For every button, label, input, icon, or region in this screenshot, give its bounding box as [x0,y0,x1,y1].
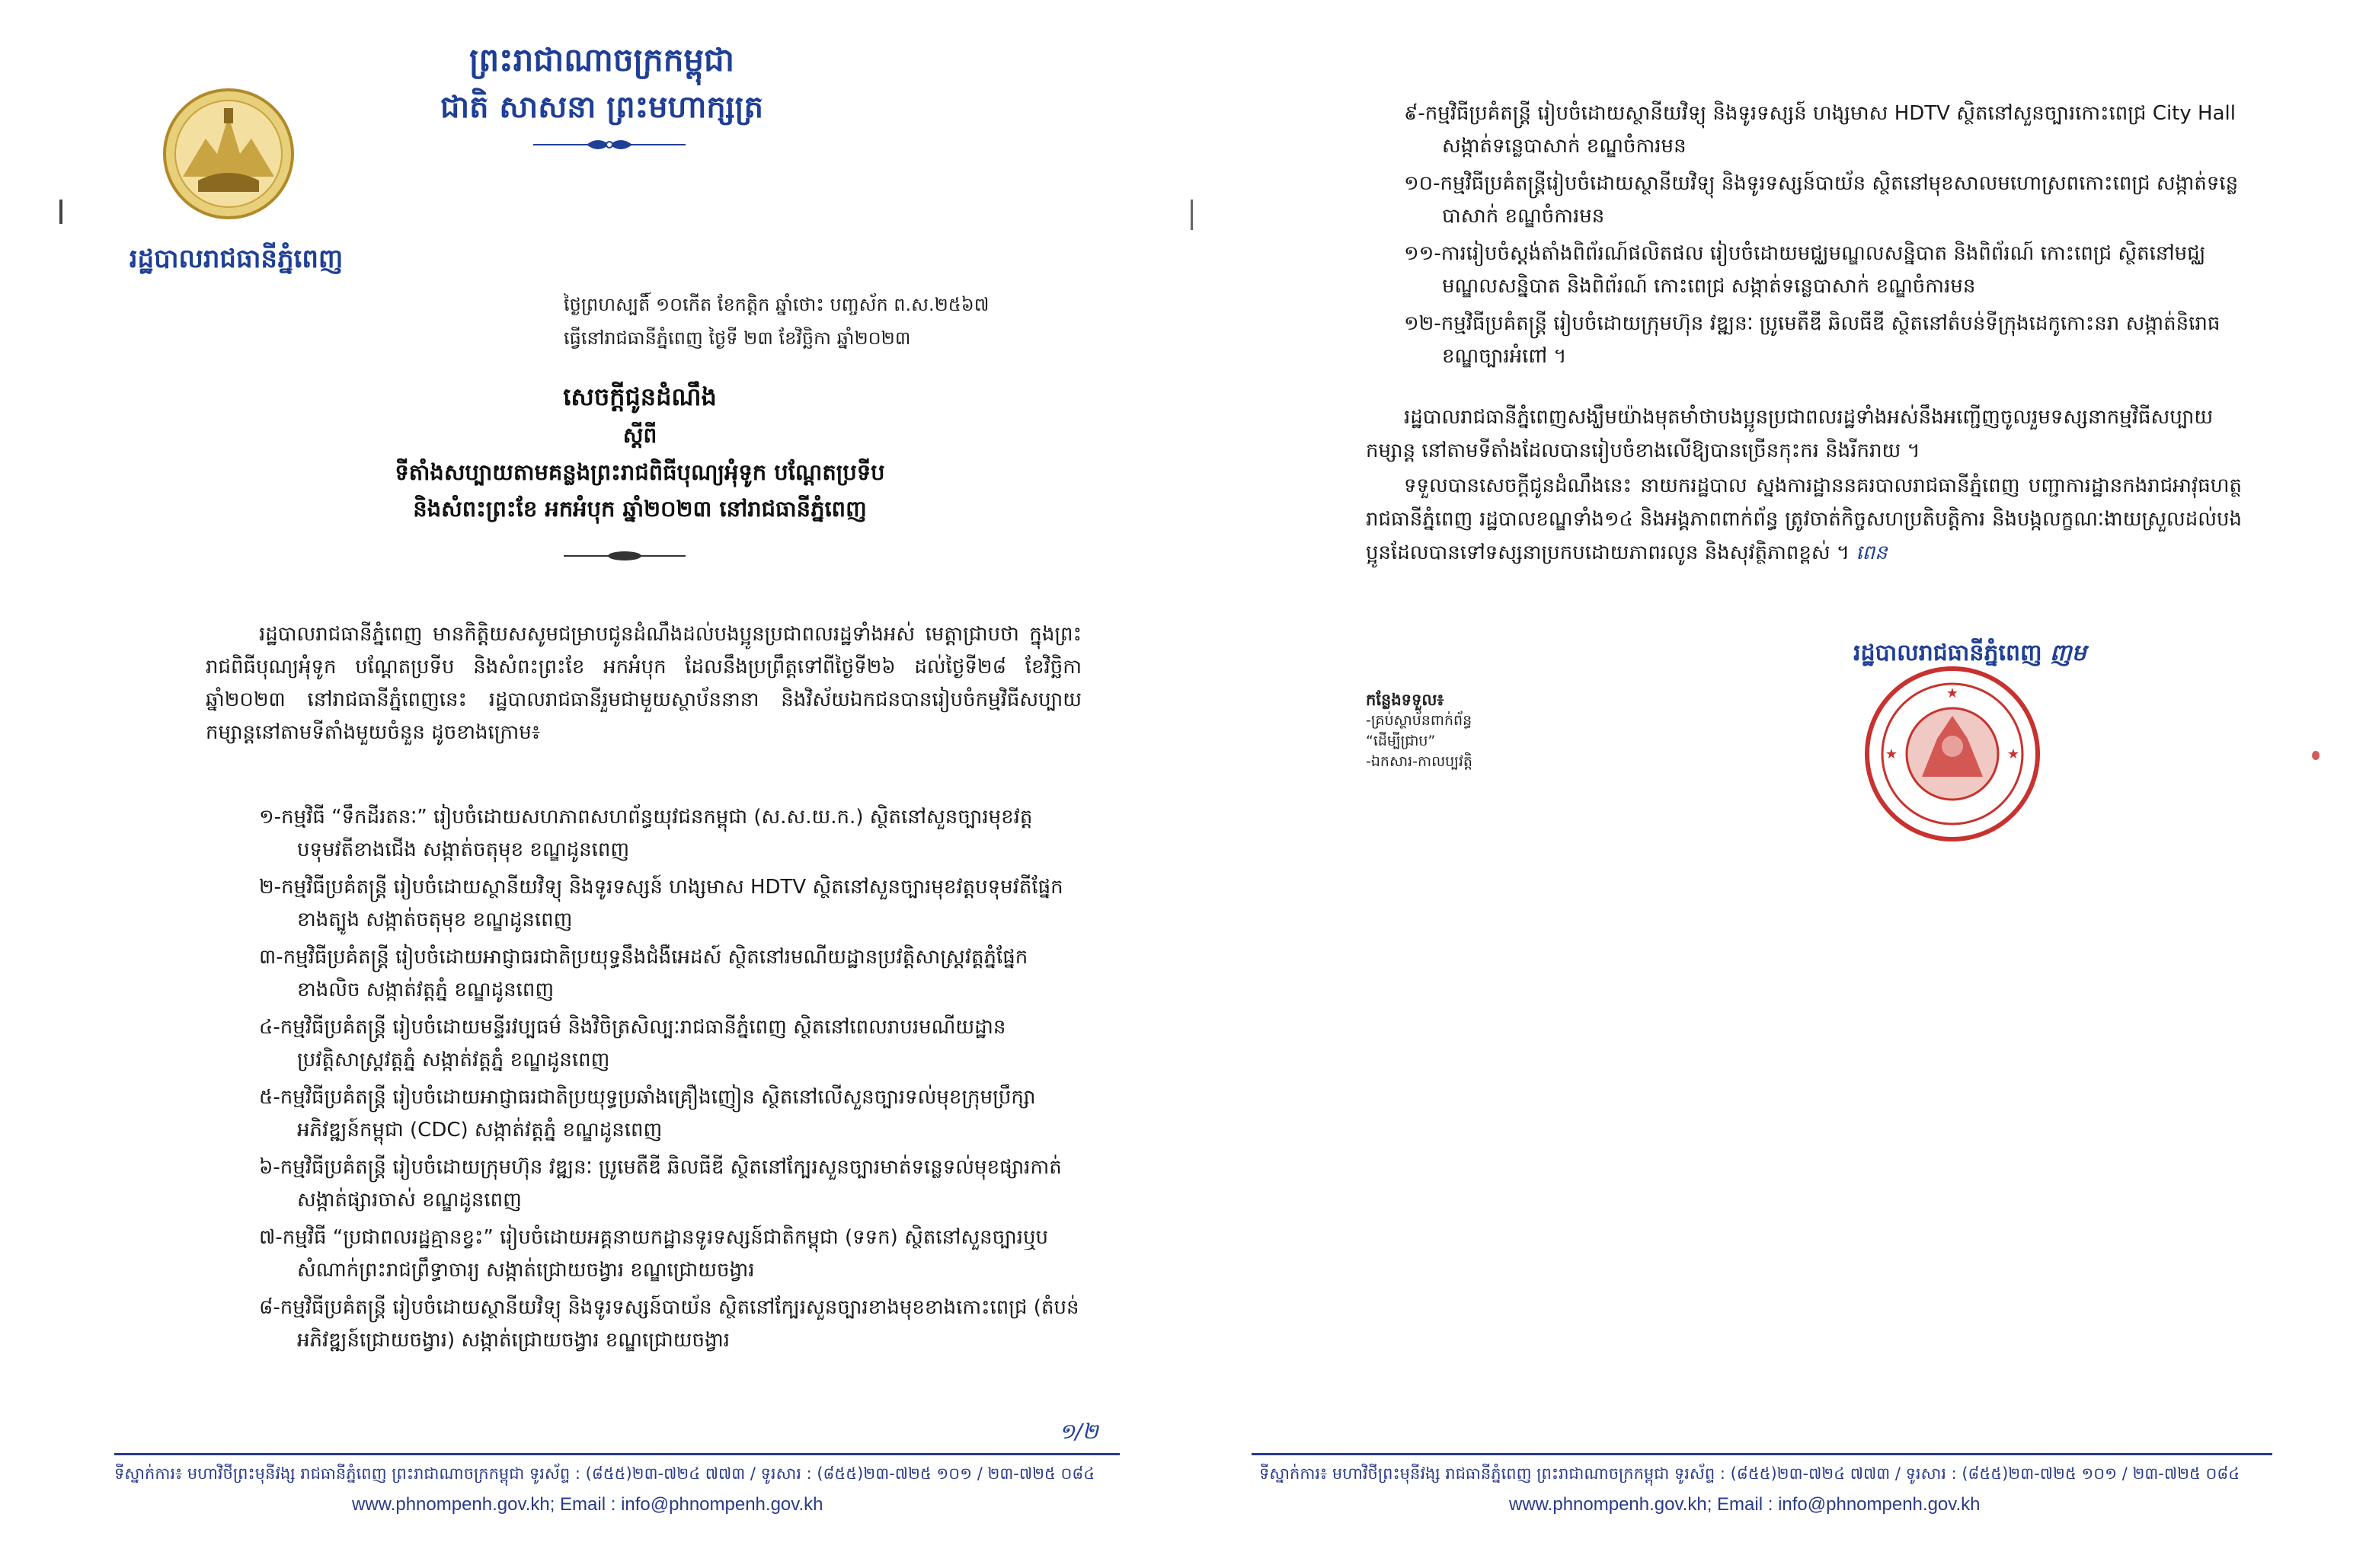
issuing-authority: រដ្ឋបាលរាជធានីភ្នំពេញ [129,244,344,274]
title-ornament-icon [564,548,686,564]
list-item: ១១-ការរៀបចំស្តង់តាំងពិព័រណ៍ផលិតផល រៀបចំដោយមជ្ឈមណ្ឌលសន្និបាត និងពិព័រណ៍ កោះពេជ្រ ស្ថិតនៅមជ្ឈមណ្ឌលសន្និបាត និងពិព័រណ៍ កោះពេជ្រ សង្កាត់ទន្លេបាសាក់ ខណ្ឌចំការមន [1404,242,2206,298]
page-2 [1183,0,2366,1568]
list-item: ៨-កម្មវិធីប្រគំតន្ត្រី រៀបចំដោយស្ថានីយវិទ្យុ និងទូរទស្សន៍បាយ័ន ស្ថិតនៅក្បែរសួនច្បារខាងមុខខាងកោះពេជ្រ (តំបន់អភិវឌ្ឍន៍ជ្រោយចង្វារ) សង្កាត់ជ្រោយចង្វារ ខណ្ឌជ្រោយចង្វារ [259,1296,1079,1352]
ink-mark [2312,751,2320,760]
kingdom-motto: ជាតិ សាសនា ព្រះមហាក្សត្រ [440,89,763,125]
list-item: ១០-កម្មវិធីប្រគំតន្ត្រីរៀបចំដោយស្ថានីយវិទ្យុ និងទូរទស្សន៍បាយ័ន ស្ថិតនៅមុខសាលមហោស្រពកោះពេជ្រ សង្កាត់ទន្លេបាសាក់ ខណ្ឌចំការមន [1404,172,2239,228]
footer-website[interactable]: www.phnompenh.gov.kh; Email : info@phnompenh.gov.kh [1509,1494,1981,1515]
footer-address: ទីស្នាក់ការ៖ មហាវិថីព្រះមុនីវង្ស រាជធានីភ្នំពេញ ព្រះរាជាណាចក្រកម្ពុជា ទូរស័ព្ទ : (៨៥៥)២៣-៧២៤ ៧៧៣ / ទូរសារ : (៨៥៥)២៣-៧២៥ ១០១ / ២៣-៧២៥ ០៨៤ [1259,1464,2240,1483]
signature-mark: ញម [2050,640,2086,666]
closing-paragraph-1: រដ្ឋបាលរាជធានីភ្នំពេញសង្ឃឹមយ៉ាងមុតមាំថាបងប្អូនប្រជាពលរដ្ឋទាំងអស់នឹងអញ្ជើញចូលរួមទស្សនាកម្មវិធីសប្បាយកម្សាន្ត នៅតាមទីតាំងដែលបានរៀបចំខាងលើឱ្យបានច្រើនកុះករ និងរីករាយ ។ [1366,406,2214,462]
list-item: ៧-កម្មវិធី “ប្រជាពលរដ្ឋគ្មានខ្វះ” រៀបចំដោយអគ្គនាយកដ្ឋានទូរទស្សន៍ជាតិកម្ពុជា (ទទក) ស្ថិតនៅសួនច្បារឬបសំណាក់ព្រះរាជព្រឹទ្ធាចារ្យ សង្កាត់ជ្រោយចង្វារ ខណ្ឌជ្រោយចង្វារ [259,1226,1048,1282]
recipients-block [1366,690,1610,772]
closing-section [1366,401,2242,571]
list-item: ៩-កម្មវិធីប្រគំតន្ត្រី រៀបចំដោយស្ថានីយវិទ្យុ និងទូរទស្សន៍ ហង្សមាស HDTV ស្ថិតនៅសួនច្បារកោះពេជ្រ City Hall សង្កាត់ទន្លេបាសាក់ ខណ្ឌចំការមន [1404,102,2236,158]
closing-paragraph-2 [1366,469,2242,570]
recipient-line: -គ្រប់ស្ថាប័នពាក់ព័ន្ធ [1366,712,1472,729]
list-item: ៣-កម្មវិធីប្រគំតន្ត្រី រៀបចំដោយអាជ្ញាធរជាតិប្រយុទ្ធនឹងជំងឺអេដស៍ ស្ថិតនៅរមណីយដ្ឋានប្រវត្តិសាស្ត្រវត្តភ្នំផ្នែកខាងលិច សង្កាត់វត្តភ្នំ ខណ្ឌដូនពេញ [259,946,1028,1001]
signature-title: រដ្ឋបាលរាជធានីភ្នំពេញ [1853,640,2042,666]
header-ornament-icon [533,136,686,154]
svg-text:★: ★ [1885,746,1898,762]
program-list-page1 [259,801,1082,1362]
margin-mark [59,200,62,224]
solar-date: ធ្វើនៅរាជធានីភ្នំពេញ ថ្ងៃទី ២៣ ខែវិច្ឆិកា ឆ្នាំ២០២៣ [564,327,911,349]
recipient-line: -ឯកសារ-កាលប្បវត្តិ [1366,753,1472,770]
binding-mark [1191,200,1193,230]
notice-subject-line1: ទីតាំងសប្បាយតាមគន្លងព្រះរាជពិធីបុណ្យអុំទូក បណ្តែតប្រទីប [395,459,885,485]
municipal-logo-icon [160,85,297,222]
footer-address: ទីស្នាក់ការ៖ មហាវិថីព្រះមុនីវង្ស រាជធានីភ្នំពេញ ព្រះរាជាណាចក្រកម្ពុជា ទូរស័ព្ទ : (៨៥៥)២៣-៧២៤ ៧៧៣ / ទូរសារ : (៨៥៥)២៣-៧២៥ ១០១ / ២៣-៧២៥ ០៨៤ [114,1464,1095,1483]
recipient-line: “ដើម្បីជ្រាប” [1366,733,1436,749]
list-item: ៥-កម្មវិធីប្រគំតន្ត្រី រៀបចំដោយអាជ្ញាធរជាតិប្រយុទ្ធប្រឆាំងគ្រឿងញៀន ស្ថិតនៅលើសួនច្បារទល់មុខក្រុមប្រឹក្សាអភិវឌ្ឍន៍កម្ពុជា (CDC) សង្កាត់វត្តភ្នំ ខណ្ឌដូនពេញ [259,1086,1036,1142]
list-item: ២-កម្មវិធីប្រគំតន្ត្រី រៀបចំដោយស្ថានីយវិទ្យុ និងទូរទស្សន៍ ហង្សមាស HDTV ស្ថិតនៅសួនច្បារមុខវត្តបទុមវតីផ្នែកខាងត្បូង សង្កាត់ចតុមុខ ខណ្ឌដូនពេញ [259,876,1063,931]
closing-initial: ពេន [1856,541,1888,564]
footer-divider [114,1453,1120,1455]
kingdom-title: ព្រះរាជាណាចក្រកម្ពុជា [468,41,735,78]
closing-paragraph-2-text: ទទួលបានសេចក្តីជូនដំណឹងនេះ នាយករដ្ឋបាល ស្នងការដ្ឋាននគរបាលរាជធានីភ្នំពេញ បញ្ជាការដ្ឋានកងរាជអាវុធហត្ថរាជធានីភ្នំពេញ រដ្ឋបាលខណ្ឌទាំង១៤ និងអង្គភាពពាក់ព័ន្ធ ត្រូវចាត់កិច្ចសហប្រតិបត្តិការ និងបង្កលក្ខណៈងាយស្រួលដល់បងប្អូនដែលបានទៅទស្សនាប្រកបដោយភាពរលូន និងសុវត្ថិភាពខ្ពស់ ។ [1366,474,2242,564]
page-number-handwritten: ១/២ [1059,1419,1098,1444]
letterhead-kingdom [427,37,777,131]
program-list-page2 [1404,97,2242,378]
footer-website[interactable]: www.phnompenh.gov.kh; Email : info@phnompenh.gov.kh [352,1494,823,1515]
notice-heading: សេចក្តីជូនដំណឹង [563,382,717,411]
svg-text:★: ★ [1946,685,1959,701]
notice-title [335,376,945,527]
footer-divider [1252,1453,2272,1455]
list-item: ១-កម្មវិធី “ទឹកដីរតនៈ” រៀបចំដោយសហភាពសហព័ន្ធយុវជនកម្ពុជា (ស.ស.យ.ក.) ស្ថិតនៅសួនច្បារមុខវត្តបទុមវតីខាងជើង សង្កាត់ចតុមុខ ខណ្ឌដូនពេញ [259,806,1033,861]
list-item: ៤-កម្មវិធីប្រគំតន្ត្រី រៀបចំដោយមន្ទីរវប្បធម៌ និងវិចិត្រសិល្បៈរាជធានីភ្នំពេញ ស្ថិតនៅពេលរាបរមណីយដ្ឋានប្រវត្តិសាស្ត្រវត្តភ្នំ សង្កាត់វត្តភ្នំ ខណ្ឌដូនពេញ [259,1016,1006,1071]
recipients-heading: កន្លែងទទួល៖ [1366,691,1444,709]
svg-text:★: ★ [2006,746,2020,762]
signature-area [1853,638,2086,672]
document-dates [564,288,1112,355]
notice-subject-line2: និងសំពះព្រះខែ អកអំបុក ឆ្នាំ២០២៣ នៅរាជធានីភ្នំពេញ [413,496,867,522]
list-item: ១២-កម្មវិធីប្រគំតន្ត្រី រៀបចំដោយក្រុមហ៊ុន វឌ្ឍនៈ ប្រូមេតឺឌី ឆិលធីឌី ស្ថិតនៅតំបន់ទីក្រុងដេកូកោះនរា សង្កាត់និរោធ ខណ្ឌច្បារអំពៅ ។ [1404,312,2221,368]
list-item: ៦-កម្មវិធីប្រគំតន្ត្រី រៀបចំដោយក្រុមហ៊ុន វឌ្ឍនៈ ប្រូមេតឺឌី ឆិលធីឌី ស្ថិតនៅក្បែរសួនច្បារមាត់ទន្លេទល់មុខផ្សារកាត់ សង្កាត់ផ្សារចាស់ ខណ្ឌដូនពេញ [259,1156,1062,1212]
lunar-date: ថ្ងៃព្រហស្បតិ៍ ១០កើត ខែកត្តិក ឆ្នាំថោះ បញ្ចស័ក ព.ស.២៥៦៧ [564,294,990,315]
intro-paragraph: រដ្ឋបាលរាជធានីភ្នំពេញ មានកិត្តិយសសូមជម្រាបជូនដំណឹងដល់បងប្អូនប្រជាពលរដ្ឋទាំងអស់ មេត្តាជ្រាបថា ក្នុងព្រះរាជពិធីបុណ្យអុំទូក បណ្តែតប្រទីប និងសំពះព្រះខែ អកអំបុក ដែលនឹងប្រព្រឹត្តទៅពីថ្ងៃទី២៦ ដល់ថ្ងៃទី២៨ ខែវិច្ឆិកា ឆ្នាំ២០២៣ នៅរាជធានីភ្នំពេញនេះ រដ្ឋបាលរាជធានីរួមជាមួយស្ថាប័ននានា និងវិស័យឯកជនបានរៀបចំកម្មវិធីសប្បាយកម្សាន្តនៅតាមទីតាំងមួយចំនួន ដូចខាងក្រោម៖ [206,623,1082,744]
notice-about: ស្តីពី [622,423,657,448]
